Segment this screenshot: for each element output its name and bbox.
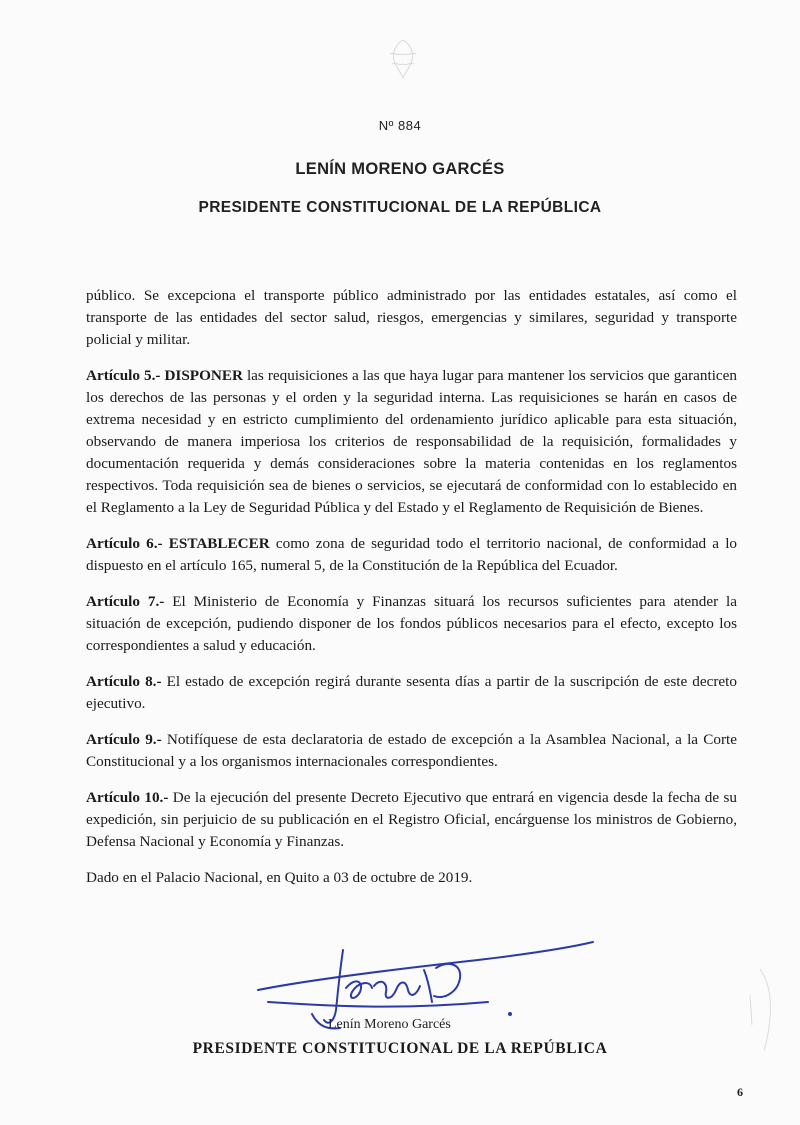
closing-statement: Dado en el Palacio Nacional, en Quito a 03 de octubre de 2019.: [86, 869, 473, 886]
article-10-text: De la ejecución del presente Decreto Ejecutivo que entrará en vigencia desde la fecha de su expedición, sin perjuicio de su publicación en el Registro Oficial, encárguense los ministros de Gobierno, Defensa Nacional y Economía y Finanzas.: [86, 789, 737, 850]
article-7: [86, 591, 737, 657]
paragraph-continuation: público. Se excepciona el transporte público administrado por las entidades estatales, así como el transporte de las entidades del sector salud, riesgos, emergencias y similares, seguridad y transporte policial y militar.: [86, 287, 737, 348]
coat-of-arms-watermark: [378, 34, 428, 84]
article-10-label: Artículo 10.-: [86, 789, 169, 806]
president-title-heading: PRESIDENTE CONSTITUCIONAL DE LA REPÚBLICA: [198, 199, 602, 216]
article-6: [86, 533, 737, 577]
article-8-label: Artículo 8.-: [86, 673, 162, 690]
article-6-label: Artículo 6.-: [86, 535, 163, 552]
article-6-text: como zona de seguridad todo el territorio nacional, de conformidad a lo dispuesto en el artículo 165, numeral 5, de la Constitución de la República del Ecuador.: [86, 535, 738, 574]
article-5-keyword: DISPONER: [164, 367, 243, 384]
article-7-label: Artículo 7.-: [86, 593, 165, 610]
article-8: [86, 671, 737, 715]
decree-number: Nº 884: [378, 118, 422, 133]
article-9: [86, 729, 737, 773]
president-name-heading: LENÍN MORENO GARCÉS: [295, 160, 505, 178]
signer-name: Lenín Moreno Garcés: [328, 1017, 451, 1032]
article-5-label: Artículo 5.-: [86, 367, 161, 384]
article-10: [86, 787, 737, 853]
page-number: 6: [737, 1085, 743, 1099]
signer-title: PRESIDENTE CONSTITUCIONAL DE LA REPÚBLICA: [192, 1040, 608, 1057]
article-7-text: El Ministerio de Economía y Finanzas situará los recursos suficientes para atender la situación de excepción, pudiendo disponer de los fondos públicos necesarios para el efecto, excepto los correspondientes a salud y educación.: [86, 593, 738, 654]
article-9-label: Artículo 9.-: [86, 731, 162, 748]
article-5-text: las requisiciones a las que haya lugar para mantener los servicios que garanticen los derechos de las personas y el orden y la seguridad interna. Las requisiciones se harán en casos de extrema necesidad y en estricto cumplimiento del ordenamiento jurídico aplicable para esta situación, observando de manera imperiosa los criterios de responsabilidad de la requisición, formalidades y documentación requerida y demás consideraciones sobre la materia contenidas en los reglamentos respectivos. Toda requisición sea de bienes o servicios, se ejecutará de conformidad con lo establecido en el Reglamento a la Ley de Seguridad Pública y del Estado y el Reglamento de Requisición de Bienes.: [86, 367, 738, 516]
article-6-keyword: ESTABLECER: [168, 535, 270, 552]
article-8-text: El estado de excepción regirá durante sesenta días a partir de la suscripción de este decreto ejecutivo.: [86, 673, 737, 712]
article-5: [86, 365, 737, 519]
article-9-text: Notifíquese de esta declaratoria de estado de excepción a la Asamblea Nacional, a la Corte Constitucional y a los organismos internacionales correspondientes.: [86, 731, 737, 770]
decree-body: [86, 285, 737, 903]
